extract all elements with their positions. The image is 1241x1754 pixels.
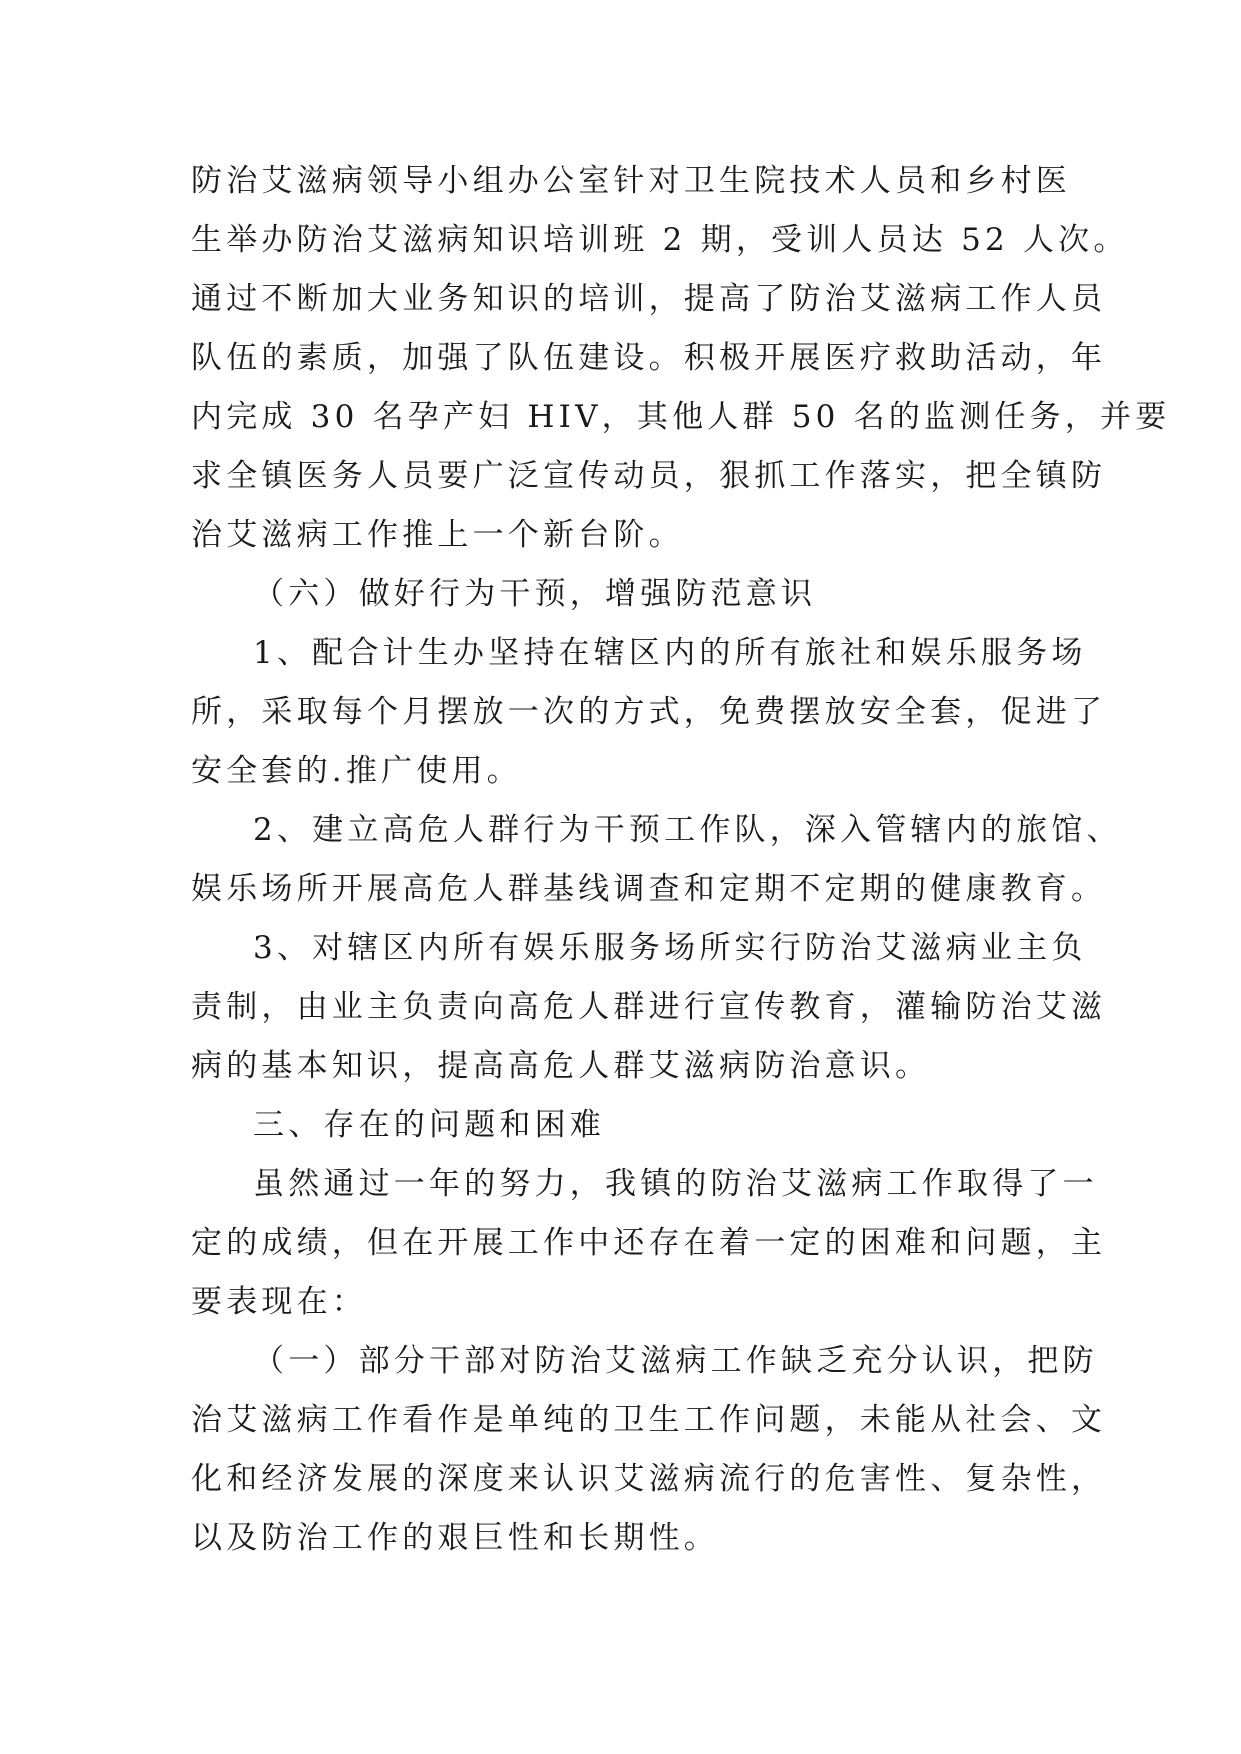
text-line: 内完成 30 名孕产妇 HIV，其他人群 50 名的监测任务，并要 [191,399,1171,435]
text-line: 求全镇医务人员要广泛宣传动员，狠抓工作落实，把全镇防 [191,458,1107,494]
text-line: 治艾滋病工作看作是单纯的卫生工作问题，未能从社会、文 [191,1402,1107,1438]
text-line: 防治艾滋病领导小组办公室针对卫生院技术人员和乡村医 [191,163,1071,199]
text-line: 娱乐场所开展高危人群基线调查和定期不定期的健康教育。 [191,871,1107,907]
text-line: 2、建立高危人群行为干预工作队，深入管辖内的旅馆、 [253,812,1122,848]
section-heading: （六）做好行为干预，增强防范意识 [253,576,817,612]
text-line: 3、对辖区内所有娱乐服务场所实行防治艾滋病业主负 [253,930,1087,966]
section-heading: 三、存在的问题和困难 [253,1107,605,1143]
text-line: 病的基本知识，提高高危人群艾滋病防治意识。 [191,1048,931,1084]
document-body [191,152,1171,1568]
text-line: 虽然通过一年的努力，我镇的防治艾滋病工作取得了一 [253,1166,1098,1202]
text-line: 要表现在： [191,1284,367,1320]
text-line: 生举办防治艾滋病知识培训班 2 期，受训人员达 52 人次。 [191,222,1129,258]
text-line: 定的成绩，但在开展工作中还存在着一定的困难和问题，主 [191,1225,1107,1261]
text-line: 以及防治工作的艰巨性和长期性。 [191,1520,719,1556]
text-line: 安全套的.推广使用。 [191,753,522,789]
text-line: 所，采取每个月摆放一次的方式，免费摆放安全套，促进了 [191,694,1107,730]
text-line: （一）部分干部对防治艾滋病工作缺乏充分认识，把防 [253,1343,1098,1379]
text-line: 责制，由业主负责向高危人群进行宣传教育，灌输防治艾滋 [191,989,1107,1025]
text-line: 通过不断加大业务知识的培训，提高了防治艾滋病工作人员 [191,281,1107,317]
text-line: 队伍的素质，加强了队伍建设。积极开展医疗救助活动，年 [191,340,1107,376]
text-line: 化和经济发展的深度来认识艾滋病流行的危害性、复杂性， [191,1461,1107,1497]
text-line: 治艾滋病工作推上一个新台阶。 [191,517,684,553]
text-line: 1、配合计生办坚持在辖区内的所有旅社和娱乐服务场 [253,635,1087,671]
